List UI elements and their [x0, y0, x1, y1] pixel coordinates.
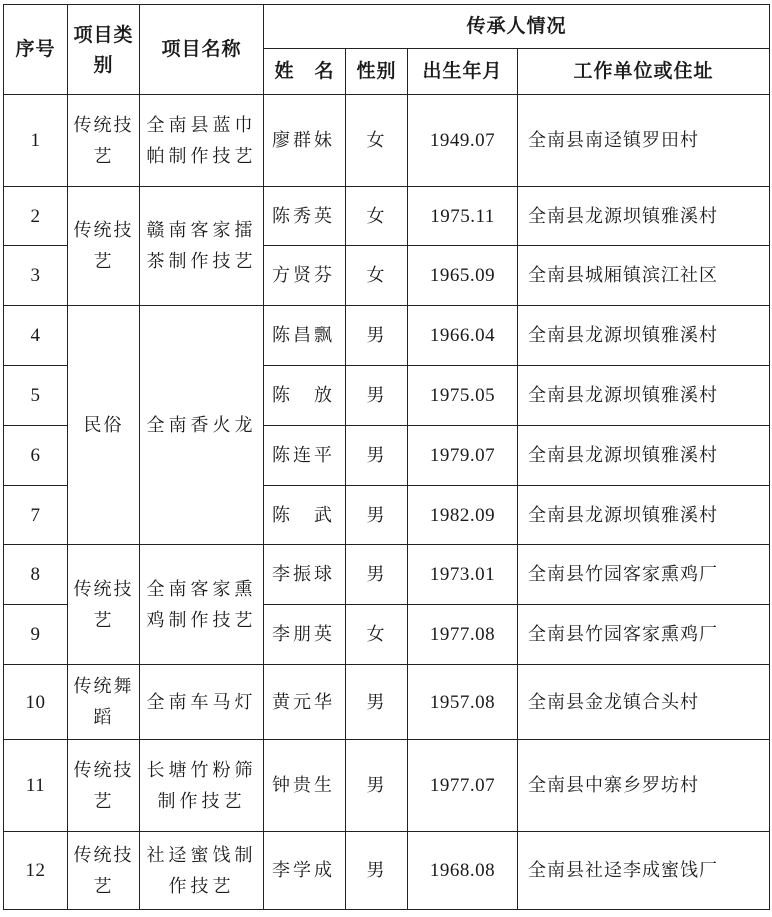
cell-birth: 1979.07: [408, 426, 518, 486]
cell-seq: 1: [4, 95, 68, 187]
cell-workplace: 全南县龙源坝镇雅溪村: [518, 426, 770, 486]
cell-workplace: 全南县龙源坝镇雅溪村: [518, 306, 770, 366]
cell-seq: 10: [4, 665, 68, 740]
cell-gender: 男: [346, 426, 408, 486]
table-row: [4, 740, 770, 832]
cell-workplace: 全南县龙源坝镇雅溪村: [518, 187, 770, 246]
cell-workplace: 全南县城厢镇滨江社区: [518, 246, 770, 306]
cell-workplace: 全南县龙源坝镇雅溪村: [518, 486, 770, 545]
cell-category: 传统技艺: [68, 95, 140, 187]
header-seq: 序号: [4, 5, 68, 95]
cell-birth: 1973.01: [408, 545, 518, 605]
cell-seq: 9: [4, 605, 68, 665]
cell-seq: 8: [4, 545, 68, 605]
inheritor-table: [3, 4, 770, 910]
cell-name: 陈昌飘: [264, 306, 346, 366]
cell-name: 陈 放: [264, 366, 346, 426]
header-row-1: [4, 5, 770, 49]
cell-project: 全南客家熏鸡制作技艺: [140, 545, 264, 665]
cell-gender: 男: [346, 545, 408, 605]
cell-name: 方贤芬: [264, 246, 346, 306]
cell-category: 传统技艺: [68, 740, 140, 832]
cell-name: 钟贵生: [264, 740, 346, 832]
cell-gender: 男: [346, 832, 408, 910]
header-inheritor-group: 传承人情况: [264, 5, 770, 49]
cell-gender: 男: [346, 366, 408, 426]
cell-seq: 4: [4, 306, 68, 366]
cell-gender: 女: [346, 187, 408, 246]
cell-seq: 11: [4, 740, 68, 832]
cell-name: 李学成: [264, 832, 346, 910]
cell-gender: 女: [346, 246, 408, 306]
table-row: [4, 832, 770, 910]
header-birth: 出生年月: [408, 49, 518, 95]
cell-birth: 1966.04: [408, 306, 518, 366]
cell-birth: 1968.08: [408, 832, 518, 910]
cell-gender: 女: [346, 95, 408, 187]
cell-gender: 男: [346, 740, 408, 832]
cell-project: 社迳蜜饯制作技艺: [140, 832, 264, 910]
table-row: [4, 187, 770, 246]
header-workplace: 工作单位或住址: [518, 49, 770, 95]
cell-birth: 1977.07: [408, 740, 518, 832]
cell-birth: 1975.11: [408, 187, 518, 246]
cell-seq: 6: [4, 426, 68, 486]
cell-workplace: 全南县龙源坝镇雅溪村: [518, 366, 770, 426]
cell-project: 长塘竹粉筛制作技艺: [140, 740, 264, 832]
cell-birth: 1949.07: [408, 95, 518, 187]
cell-name: 李朋英: [264, 605, 346, 665]
cell-name: 陈 武: [264, 486, 346, 545]
cell-birth: 1982.09: [408, 486, 518, 545]
cell-name: 黄元华: [264, 665, 346, 740]
cell-workplace: 全南县中寨乡罗坊村: [518, 740, 770, 832]
cell-project: 全南香火龙: [140, 306, 264, 545]
cell-birth: 1965.09: [408, 246, 518, 306]
table-row: [4, 95, 770, 187]
header-project: 项目名称: [140, 5, 264, 95]
table-row: [4, 665, 770, 740]
cell-workplace: 全南县竹园客家熏鸡厂: [518, 545, 770, 605]
cell-category: 传统舞蹈: [68, 665, 140, 740]
cell-gender: 男: [346, 486, 408, 545]
header-category: 项目类别: [68, 5, 140, 95]
header-name: 姓 名: [264, 49, 346, 95]
cell-project: 赣南客家擂茶制作技艺: [140, 187, 264, 306]
cell-name: 李振球: [264, 545, 346, 605]
cell-gender: 女: [346, 605, 408, 665]
cell-workplace: 全南县金龙镇合头村: [518, 665, 770, 740]
table-row: [4, 545, 770, 605]
cell-gender: 男: [346, 665, 408, 740]
cell-name: 陈连平: [264, 426, 346, 486]
cell-category: 传统技艺: [68, 187, 140, 306]
cell-birth: 1977.08: [408, 605, 518, 665]
cell-seq: 3: [4, 246, 68, 306]
cell-seq: 7: [4, 486, 68, 545]
cell-name: 陈秀英: [264, 187, 346, 246]
cell-project: 全南车马灯: [140, 665, 264, 740]
cell-seq: 12: [4, 832, 68, 910]
cell-seq: 2: [4, 187, 68, 246]
cell-category: 民俗: [68, 306, 140, 545]
cell-birth: 1957.08: [408, 665, 518, 740]
cell-category: 传统技艺: [68, 832, 140, 910]
cell-category: 传统技艺: [68, 545, 140, 665]
cell-project: 全南县蓝巾帕制作技艺: [140, 95, 264, 187]
cell-workplace: 全南县南迳镇罗田村: [518, 95, 770, 187]
cell-birth: 1975.05: [408, 366, 518, 426]
header-gender: 性别: [346, 49, 408, 95]
cell-workplace: 全南县社迳李成蜜饯厂: [518, 832, 770, 910]
table-row: [4, 306, 770, 366]
cell-gender: 男: [346, 306, 408, 366]
cell-seq: 5: [4, 366, 68, 426]
cell-name: 廖群妹: [264, 95, 346, 187]
cell-workplace: 全南县竹园客家熏鸡厂: [518, 605, 770, 665]
